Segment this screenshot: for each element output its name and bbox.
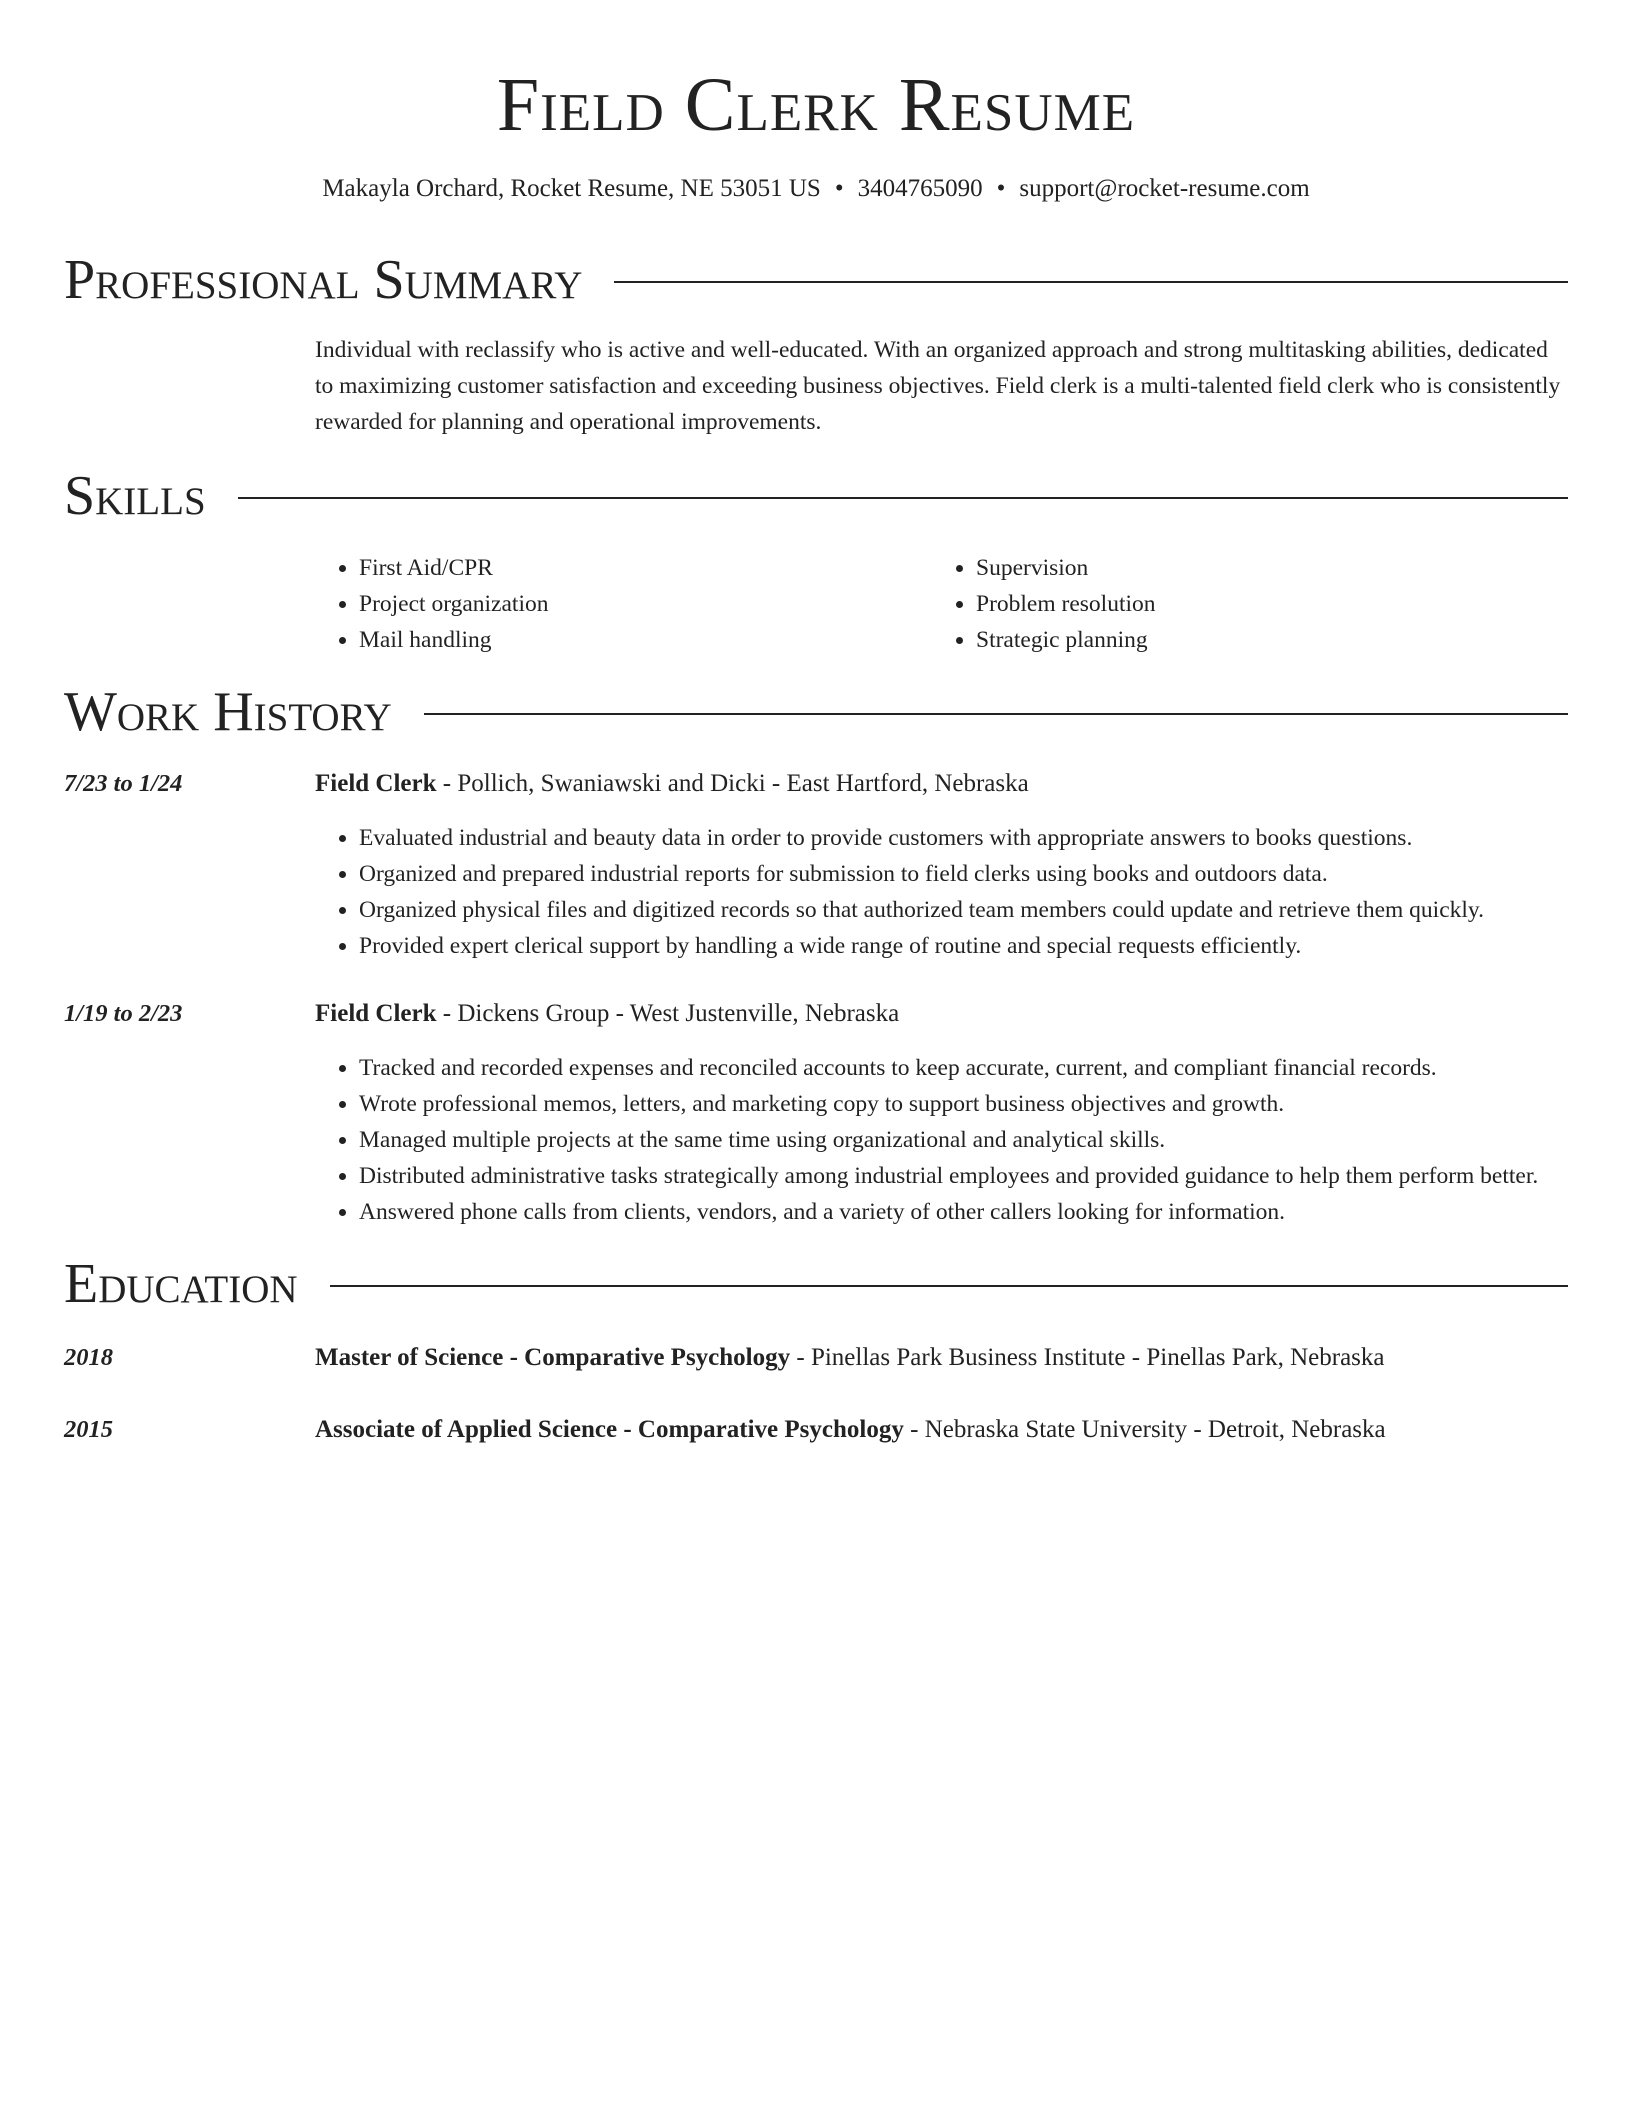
section-divider: [614, 281, 1568, 283]
summary-header: [64, 248, 1568, 312]
job-title: Field Clerk: [315, 1000, 437, 1027]
job-bullet: • Wrote professional memos, letters, and marketing copy to support business objectives and growth.: [359, 1086, 1568, 1122]
job-bullet: • Organized and prepared industrial reports for submission to field clerks using books and outdoors data.: [359, 856, 1568, 892]
skills-header: [64, 464, 1568, 528]
contact-address: Makayla Orchard, Rocket Resume, NE 53051 US: [322, 175, 821, 202]
education-header: [64, 1252, 1568, 1316]
education-heading-line: [315, 1340, 1568, 1376]
skills-heading: Skills: [64, 465, 206, 527]
job-entry: [64, 996, 1568, 1230]
education-heading: Education: [64, 1253, 298, 1315]
education-year: 2015: [64, 1416, 113, 1443]
skill-item: • Supervision: [976, 550, 1568, 586]
job-heading: [315, 996, 1568, 1032]
education-heading-line: [315, 1412, 1568, 1448]
summary-text: Individual with reclassify who is active and well-educated. With an organized approach and strong multitasking abilities, dedicated to maximizing customer satisfaction and exceeding business objectives. Field clerk is a multi-talented field clerk who is consistently rewarded for planning and operational improvements.: [315, 337, 1561, 435]
section-divider: [238, 497, 1568, 499]
job-bullets: [315, 820, 1568, 964]
contact-separator: •: [996, 175, 1006, 202]
work-history-header: [64, 680, 1568, 744]
section-divider: [424, 713, 1568, 715]
job-bullet: • Tracked and recorded expenses and reconciled accounts to keep accurate, current, and compliant financial records.: [359, 1050, 1568, 1086]
job-details: - Dickens Group - West Justenville, Nebraska: [436, 1000, 900, 1027]
education-section: [64, 1252, 1568, 1448]
job-bullet: • Managed multiple projects at the same time using organizational and analytical skills.: [359, 1122, 1568, 1158]
job-entry: [64, 766, 1568, 964]
work-history-section: [64, 680, 1568, 1230]
job-title: Field Clerk: [315, 770, 437, 797]
resume-title: Field Clerk Resume: [496, 63, 1136, 147]
education-details: - Pinellas Park Business Institute - Pinellas Park, Nebraska: [790, 1344, 1385, 1371]
skill-item: • Strategic planning: [976, 622, 1568, 658]
skill-item: • Problem resolution: [976, 586, 1568, 622]
skills-list: [315, 550, 1568, 658]
job-bullet: • Provided expert clerical support by handling a wide range of routine and special requests efficiently.: [359, 928, 1568, 964]
education-degree: Associate of Applied Science - Comparative Psychology: [315, 1416, 904, 1443]
contact-separator: •: [834, 175, 844, 202]
education-entry: [64, 1340, 1568, 1376]
summary-section: [64, 248, 1568, 440]
job-bullets: [315, 1050, 1568, 1230]
education-details: - Nebraska State University - Detroit, Nebraska: [903, 1416, 1386, 1443]
job-dates: 7/23 to 1/24: [64, 770, 183, 797]
skills-column-left: [315, 550, 932, 658]
skill-item: • First Aid/CPR: [359, 550, 932, 586]
job-bullet: • Distributed administrative tasks strategically among industrial employees and provided guidance to help them perform better.: [359, 1158, 1568, 1194]
summary-heading: Professional Summary: [64, 249, 583, 311]
skills-column-right: [932, 550, 1568, 658]
job-details: - Pollich, Swaniawski and Dicki - East Hartford, Nebraska: [436, 770, 1029, 797]
section-divider: [330, 1285, 1568, 1287]
education-entry: [64, 1412, 1568, 1448]
skills-section: [64, 464, 1568, 658]
job-bullet: • Answered phone calls from clients, vendors, and a variety of other callers looking for information.: [359, 1194, 1568, 1230]
work-history-heading: Work History: [64, 681, 392, 743]
contact-email: support@rocket-resume.com: [1019, 175, 1310, 202]
job-body: [315, 766, 1568, 964]
job-bullet: • Evaluated industrial and beauty data in order to provide customers with appropriate answers to books questions.: [359, 820, 1568, 856]
contact-line: [64, 172, 1568, 206]
skill-item: • Mail handling: [359, 622, 932, 658]
education-year: 2018: [64, 1344, 113, 1371]
skill-item: • Project organization: [359, 586, 932, 622]
job-dates: 1/19 to 2/23: [64, 1000, 183, 1027]
job-bullet: • Organized physical files and digitized records so that authorized team members could update and retrieve them quickly.: [359, 892, 1568, 928]
contact-phone: 3404765090: [857, 175, 983, 202]
job-body: [315, 996, 1568, 1230]
education-degree: Master of Science - Comparative Psychology: [315, 1344, 791, 1371]
job-heading: [315, 766, 1568, 802]
